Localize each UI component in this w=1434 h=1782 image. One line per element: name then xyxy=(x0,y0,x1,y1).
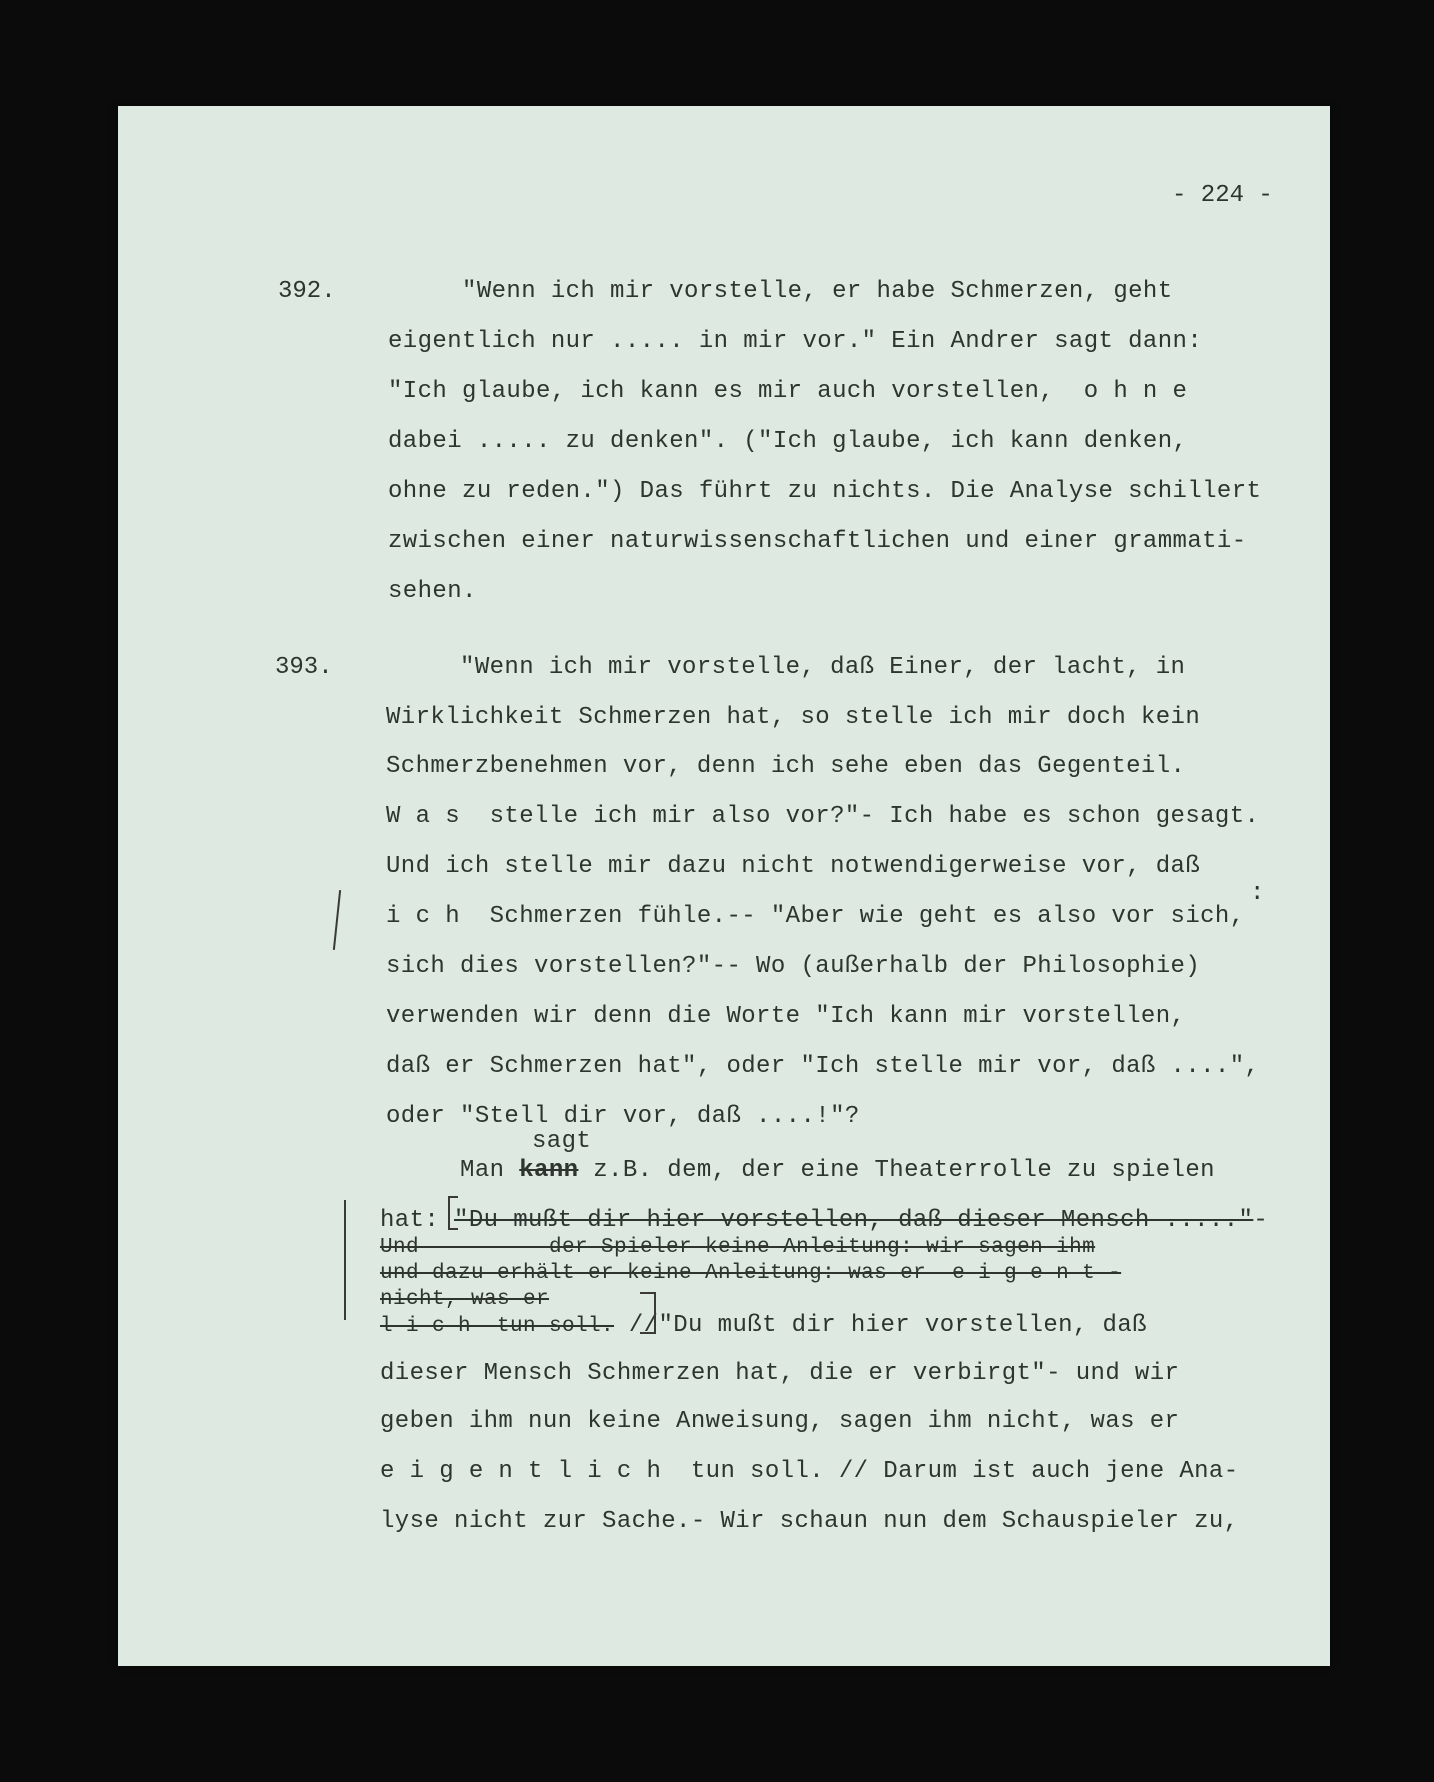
struck-line: Und der Spieler keine Anleitung: wir sagen ihm xyxy=(380,1236,1096,1259)
margin-annotation: : xyxy=(1250,880,1265,907)
section-number-393: 393. xyxy=(275,654,333,681)
text-line: sich dies vorstellen?"-- Wo (außerhalb der Philosophie) xyxy=(386,953,1201,980)
page-number: - 224 - xyxy=(1172,182,1273,209)
text-line: geben ihm nun keine Anweisung, sagen ihm nicht, was er xyxy=(380,1408,1180,1435)
text-line: daß er Schmerzen hat", oder "Ich stelle mir vor, daß ....", xyxy=(386,1053,1260,1080)
text-line: oder "Stell dir vor, daß ....!"? xyxy=(386,1103,860,1130)
text-line: W a s stelle ich mir also vor?"- Ich habe es schon gesagt. xyxy=(386,803,1260,830)
text-line: l i c h tun soll. //"Du mußt dir hier vorstellen, daß xyxy=(380,1312,1147,1339)
text-line: "Wenn ich mir vorstelle, er habe Schmerzen, geht xyxy=(388,278,1173,305)
margin-line xyxy=(344,1200,346,1320)
text-line: Man kann z.B. dem, der eine Theaterrolle zu spielen xyxy=(386,1157,1215,1184)
section-number-392: 392. xyxy=(278,278,336,305)
text-line: "Wenn ich mir vorstelle, daß Einer, der lacht, in xyxy=(386,654,1186,681)
text-line: zwischen einer naturwissenschaftlichen und einer grammati- xyxy=(388,528,1247,555)
text-line: Schmerzbenehmen vor, denn ich sehe eben das Gegenteil. xyxy=(386,753,1186,780)
text-line: Wirklichkeit Schmerzen hat, so stelle ich mir doch kein xyxy=(386,704,1201,731)
inserted-word: sagt xyxy=(532,1128,592,1155)
text-line: "Ich glaube, ich kann es mir auch vorstellen, o h n e xyxy=(388,378,1188,405)
struck-text: l i c h tun soll. xyxy=(380,1315,615,1338)
text-line: i c h Schmerzen fühle.-- "Aber wie geht es also vor sich, xyxy=(386,903,1245,930)
struck-word: kann xyxy=(519,1157,579,1184)
struck-text: "Du mußt dir hier vorstellen, daß dieser Mensch ....." xyxy=(454,1207,1254,1234)
text-line: hat: "Du mußt dir hier vorstellen, daß dieser Mensch ....."- xyxy=(380,1207,1269,1234)
text-line: Und ich stelle mir dazu nicht notwendigerweise vor, daß xyxy=(386,853,1201,880)
text-line: dieser Mensch Schmerzen hat, die er verbirgt"- und wir xyxy=(380,1360,1180,1387)
text-line: eigentlich nur ..... in mir vor." Ein Andrer sagt dann: xyxy=(388,328,1203,355)
text-line: dabei ..... zu denken". ("Ich glaube, ich kann denken, xyxy=(388,428,1188,455)
struck-line: und dazu erhält er keine Anleitung: was er e i g e n t - xyxy=(380,1262,1122,1285)
bracket-mark xyxy=(448,1196,458,1230)
bracket-mark xyxy=(640,1292,656,1334)
text-line: verwenden wir denn die Worte "Ich kann mir vorstellen, xyxy=(386,1003,1186,1030)
text-line: ohne zu reden.") Das führt zu nichts. Die Analyse schillert xyxy=(388,478,1262,505)
text-line: e i g e n t l i c h tun soll. // Darum ist auch jene Ana- xyxy=(380,1458,1239,1485)
text-line: lyse nicht zur Sache.- Wir schaun nun dem Schauspieler zu, xyxy=(380,1508,1239,1535)
text-line: sehen. xyxy=(388,578,477,605)
struck-line: nicht, was er xyxy=(380,1288,550,1311)
